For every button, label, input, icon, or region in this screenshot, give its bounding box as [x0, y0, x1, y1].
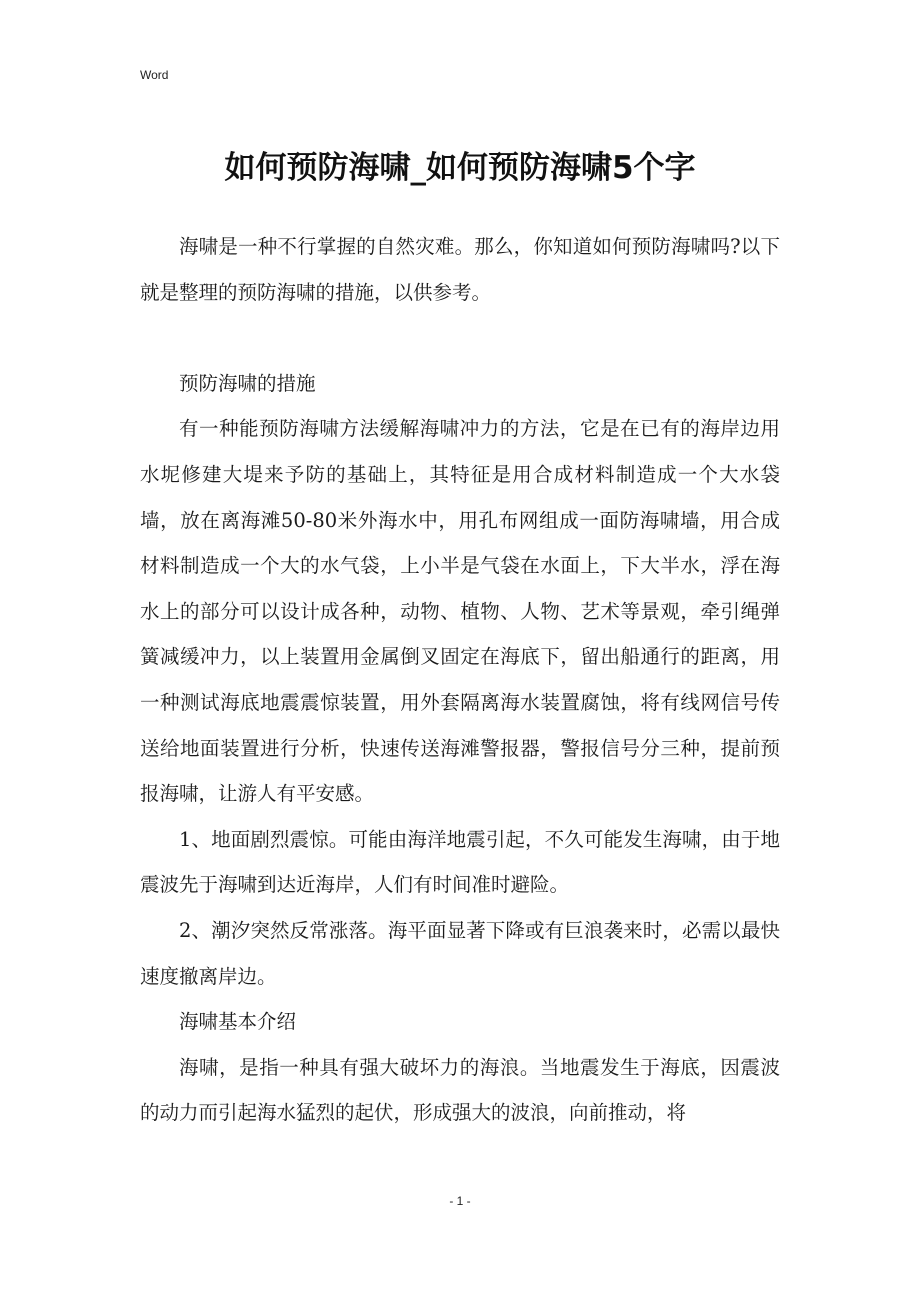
section-heading-intro: 海啸基本介绍 — [179, 1010, 297, 1034]
header-label: Word — [140, 68, 169, 82]
sign-1-paragraph: 1、地面剧烈震惊。可能由海洋地震引起，不久可能发生海啸，由于地震波先于海啸到达近海岸，人们有时间准时避险。 — [140, 827, 780, 897]
tsunami-intro-paragraph: 海啸，是指一种具有强大破坏力的海浪。当地震发生于海底，因震波的动力而引起海水猛烈的起伏，形成强大的波浪，向前推动，将 — [140, 1055, 780, 1125]
intro-paragraph: 海啸是一种不行掌握的自然灾难。那么，你知道如何预防海啸吗?以下就是整理的预防海啸的措施，以供参考。 — [140, 235, 780, 304]
section-heading-measures: 预防海啸的措施 — [179, 371, 316, 395]
measures-paragraph: 有一种能预防海啸方法缓解海啸冲力的方法，它是在已有的海岸边用水坭修建大堤来予防的基础上，其特征是用合成材料制造成一个大水袋墙，放在离海滩50-80米外海水中，用孔布网组成一面防海啸墙，用合成材料制造成一个大的水气袋，上小半是气袋在水面上，下大半水，浮在海水上的部分可以设计成各种，动物、植物、人物、艺术等景观，牵引绳弹簧减缓冲力，以上装置用金属倒叉固定在海底下，留出船通行的距离，用一种测试海底地震震惊装置，用外套隔离海水装置腐蚀，将有线网信号传送给地面装置进行分析，快速传送海滩警报器，警报信号分三种，提前预报海啸，让游人有平安感。 — [140, 417, 780, 806]
page-number: - 1 - — [449, 1194, 471, 1208]
document-title: 如何预防海啸_如何预防海啸5个字 — [224, 150, 696, 186]
sign-2-paragraph: 2、潮汐突然反常涨落。海平面显著下降或有巨浪袭来时，必需以最快速度撤离岸边。 — [140, 918, 780, 988]
document-body — [140, 224, 780, 1136]
